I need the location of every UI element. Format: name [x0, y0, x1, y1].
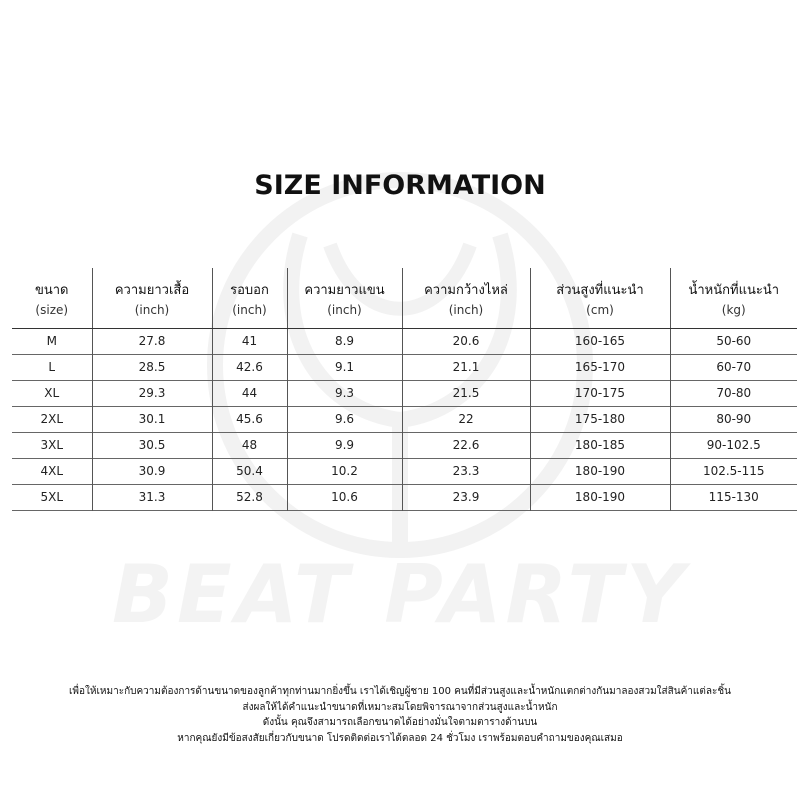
table-cell: 45.6 — [212, 406, 287, 432]
table-cell: 10.2 — [287, 458, 402, 484]
column-header-shoulder: ความกว้างไหล่ (inch) — [402, 268, 530, 328]
table-header-row — [12, 268, 797, 328]
column-header-length: ความยาวเสื้อ (inch) — [92, 268, 212, 328]
table-row — [12, 432, 797, 458]
table-cell: 21.5 — [402, 380, 530, 406]
table-cell: 180-190 — [530, 458, 670, 484]
table-cell: 27.8 — [92, 328, 212, 354]
table-cell: 2XL — [40, 412, 64, 426]
watermark-text: BEAT PARTY — [111, 548, 688, 641]
table-row — [12, 484, 797, 510]
table-cell: 20.6 — [402, 328, 530, 354]
table-cell: 102.5-115 — [670, 458, 797, 484]
table-cell: 70-80 — [670, 380, 797, 406]
table-cell: 31.3 — [92, 484, 212, 510]
table-cell: 60-70 — [670, 354, 797, 380]
table-cell: 180-185 — [530, 432, 670, 458]
column-header-height: ส่วนสูงที่แนะนำ (cm) — [530, 268, 670, 328]
table-cell: 22 — [402, 406, 530, 432]
table-cell: 165-170 — [530, 354, 670, 380]
table-cell: 22.6 — [402, 432, 530, 458]
note-line: หากคุณยังมีข้อสงสัยเกี่ยวกับขนาด โปรดติดต่อเราได้ตลอด 24 ชั่วโมง เราพร้อมตอบคำถามของคุณเสมอ — [177, 732, 623, 744]
size-notes — [0, 684, 800, 746]
table-cell: 9.6 — [287, 406, 402, 432]
table-cell: 44 — [212, 380, 287, 406]
table-cell: 170-175 — [530, 380, 670, 406]
table-cell: 115-130 — [670, 484, 797, 510]
table-cell: 30.5 — [92, 432, 212, 458]
table-row — [12, 328, 797, 354]
table-cell: 10.6 — [287, 484, 402, 510]
note-line: ดังนั้น คุณจึงสามารถเลือกขนาดได้อย่างมั่นใจตามตารางด้านบน — [262, 717, 538, 728]
table-cell: 50.4 — [212, 458, 287, 484]
table-cell: 9.3 — [287, 380, 402, 406]
table-cell: 23.9 — [402, 484, 530, 510]
note-line: เพื่อให้เหมาะกับความต้องการด้านขนาดของลูกค้าทุกท่านมากยิ่งขึ้น เราได้เชิญผู้ชาย 100 คนที่มีส่วนสูงและน้ำหนักแตกต่างกันมาลองสวมใส่สินค้าแต่ละชิ้น — [69, 686, 731, 697]
table-cell: 21.1 — [402, 354, 530, 380]
table-cell: 175-180 — [530, 406, 670, 432]
table-cell: XL — [44, 386, 60, 400]
table-cell: 9.1 — [287, 354, 402, 380]
table-cell: 29.3 — [92, 380, 212, 406]
table-cell: 180-190 — [530, 484, 670, 510]
table-cell: L — [48, 360, 56, 374]
table-cell: 28.5 — [92, 354, 212, 380]
table-row — [12, 406, 797, 432]
note-line: ส่งผลให้ได้คำแนะนำขนาดที่เหมาะสมโดยพิจารณาจากส่วนสูงและน้ำหนัก — [242, 701, 558, 713]
table-cell: 80-90 — [670, 406, 797, 432]
column-header-chest: รอบอก (inch) — [212, 268, 287, 328]
column-header-weight: น้ำหนักที่แนะนำ (kg) — [670, 268, 797, 328]
table-cell: 90-102.5 — [670, 432, 797, 458]
table-cell: 9.9 — [287, 432, 402, 458]
table-cell: 48 — [212, 432, 287, 458]
size-table — [12, 268, 797, 511]
table-cell: 30.9 — [92, 458, 212, 484]
table-cell: 30.1 — [92, 406, 212, 432]
table-cell: 41 — [212, 328, 287, 354]
table-cell: 8.9 — [287, 328, 402, 354]
table-cell: 3XL — [40, 438, 64, 452]
table-cell: 23.3 — [402, 458, 530, 484]
table-cell: 4XL — [40, 464, 64, 478]
column-header-sleeve: ความยาวแขน (inch) — [287, 268, 402, 328]
table-cell: 160-165 — [530, 328, 670, 354]
table-cell: M — [46, 334, 57, 348]
table-row — [12, 458, 797, 484]
table-cell: 5XL — [40, 490, 64, 504]
table-cell: 50-60 — [670, 328, 797, 354]
table-cell: 52.8 — [212, 484, 287, 510]
column-header-size: ขนาด (size) — [12, 268, 92, 328]
page-title: SIZE INFORMATION — [254, 170, 546, 201]
table-row — [12, 354, 797, 380]
table-cell: 42.6 — [212, 354, 287, 380]
table-row — [12, 380, 797, 406]
